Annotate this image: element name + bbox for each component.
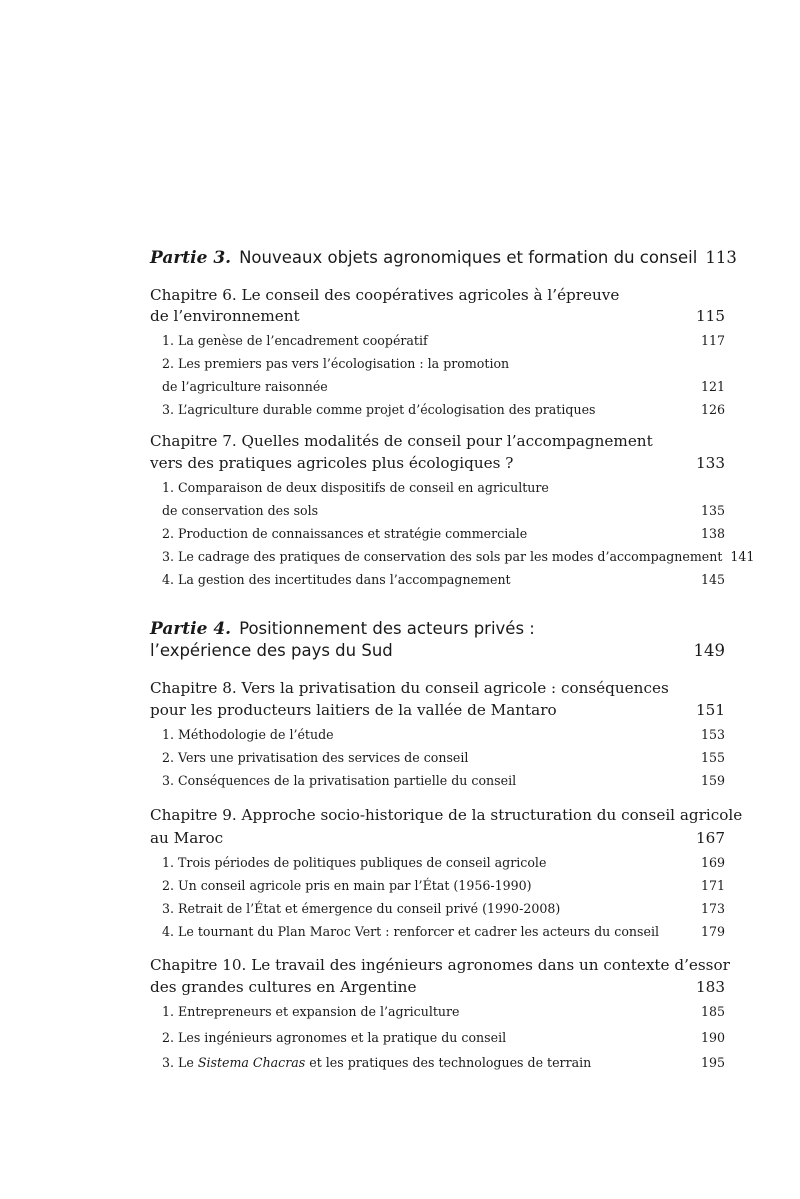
page-number: 121 <box>700 379 725 394</box>
chapter-10-title-cont: des grandes cultures en Argentine 183 <box>150 978 725 996</box>
section-entry: 2. Production de connaissances et stratégie commerciale 138 <box>162 526 725 541</box>
chapter-10-title: Chapitre 10. Le travail des ingénieurs agronomes dans un contexte d’essor <box>150 956 730 974</box>
part-3-heading <box>150 248 737 268</box>
page-number: 159 <box>700 773 725 788</box>
section-entry: 3. L’agriculture durable comme projet d’écologisation des pratiques 126 <box>162 402 725 417</box>
chapter-8-title-cont: pour les producteurs laitiers de la vallée de Mantaro 151 <box>150 701 725 719</box>
part-label: Partie 3. <box>150 248 232 268</box>
part-title: l’expérience des pays du Sud <box>150 641 393 660</box>
page-number: 133 <box>696 454 725 472</box>
page-number: 195 <box>700 1055 725 1070</box>
section-entry: 3. Le cadrage des pratiques de conservation des sols par les modes d’accompagnement 141 <box>162 549 755 564</box>
section-entry: 4. La gestion des incertitudes dans l’accompagnement 145 <box>162 572 725 587</box>
page-number: 149 <box>693 641 725 660</box>
page-number: 179 <box>700 924 725 939</box>
page-number: 173 <box>700 901 725 916</box>
section-entry-cont: de l’agriculture raisonnée 121 <box>162 379 725 394</box>
page-number: 135 <box>700 503 725 518</box>
page-number: 138 <box>700 526 725 541</box>
page-number: 117 <box>700 333 725 348</box>
section-entry: 2. Les ingénieurs agronomes et la pratique du conseil 190 <box>162 1030 725 1045</box>
section-entry: 1. Trois périodes de politiques publiques de conseil agricole 169 <box>162 855 725 870</box>
page-number: 126 <box>700 402 725 417</box>
part-title: Positionnement des acteurs privés : <box>239 619 535 638</box>
page-number: 185 <box>700 1004 725 1019</box>
page-number: 171 <box>700 878 725 893</box>
section-entry: 2. Les premiers pas vers l’écologisation : la promotion <box>162 356 510 371</box>
section-entry-cont: de conservation des sols 135 <box>162 503 725 518</box>
chapter-8-title: Chapitre 8. Vers la privatisation du conseil agricole : conséquences <box>150 679 669 697</box>
chapter-6-title: Chapitre 6. Le conseil des coopératives agricoles à l’épreuve <box>150 286 620 304</box>
section-entry: 3. Retrait de l’État et émergence du conseil privé (1990-2008) 173 <box>162 901 725 916</box>
page-number: 115 <box>696 307 725 325</box>
page-number: 113 <box>705 248 737 267</box>
section-entry: 2. Vers une privatisation des services de conseil 155 <box>162 750 725 765</box>
page-number: 151 <box>696 701 725 719</box>
chapter-9-title: Chapitre 9. Approche socio-historique de la structuration du conseil agricole <box>150 806 743 824</box>
part-4-heading-cont <box>150 641 725 660</box>
section-entry: 2. Un conseil agricole pris en main par l’État (1956-1990) 171 <box>162 878 725 893</box>
italic-term: Sistema Chacras <box>197 1055 306 1070</box>
page-number: 145 <box>700 572 725 587</box>
page-number: 169 <box>700 855 725 870</box>
section-entry: 1. Méthodologie de l’étude 153 <box>162 727 725 742</box>
chapter-9-title-cont: au Maroc 167 <box>150 829 725 847</box>
page-number: 153 <box>700 727 725 742</box>
section-entry: 1. La genèse de l’encadrement coopératif 117 <box>162 333 725 348</box>
section-entry: 4. Le tournant du Plan Maroc Vert : renforcer et cadrer les acteurs du conseil 179 <box>162 924 725 939</box>
section-entry: 3. Conséquences de la privatisation partielle du conseil 159 <box>162 773 725 788</box>
chapter-7-title: Chapitre 7. Quelles modalités de conseil pour l’accompagnement <box>150 432 653 450</box>
part-label: Partie 4. <box>150 619 232 639</box>
page-number: 167 <box>696 829 725 847</box>
part-title: Nouveaux objets agronomiques et formation du conseil <box>239 248 698 267</box>
chapter-7-title-cont: vers des pratiques agricoles plus écologiques ? 133 <box>150 454 725 472</box>
page-number: 141 <box>730 549 755 564</box>
chapter-6-title-cont: de l’environnement 115 <box>150 307 725 325</box>
section-entry: 1. Comparaison de deux dispositifs de conseil en agriculture <box>162 480 549 495</box>
section-entry: 3. Le Sistema Chacras et les pratiques des technologues de terrain 195 <box>162 1055 725 1070</box>
page-number: 183 <box>696 978 725 996</box>
page-number: 155 <box>700 750 725 765</box>
section-entry: 1. Entrepreneurs et expansion de l’agriculture 185 <box>162 1004 725 1019</box>
part-4-heading <box>150 619 725 639</box>
page-number: 190 <box>700 1030 725 1045</box>
